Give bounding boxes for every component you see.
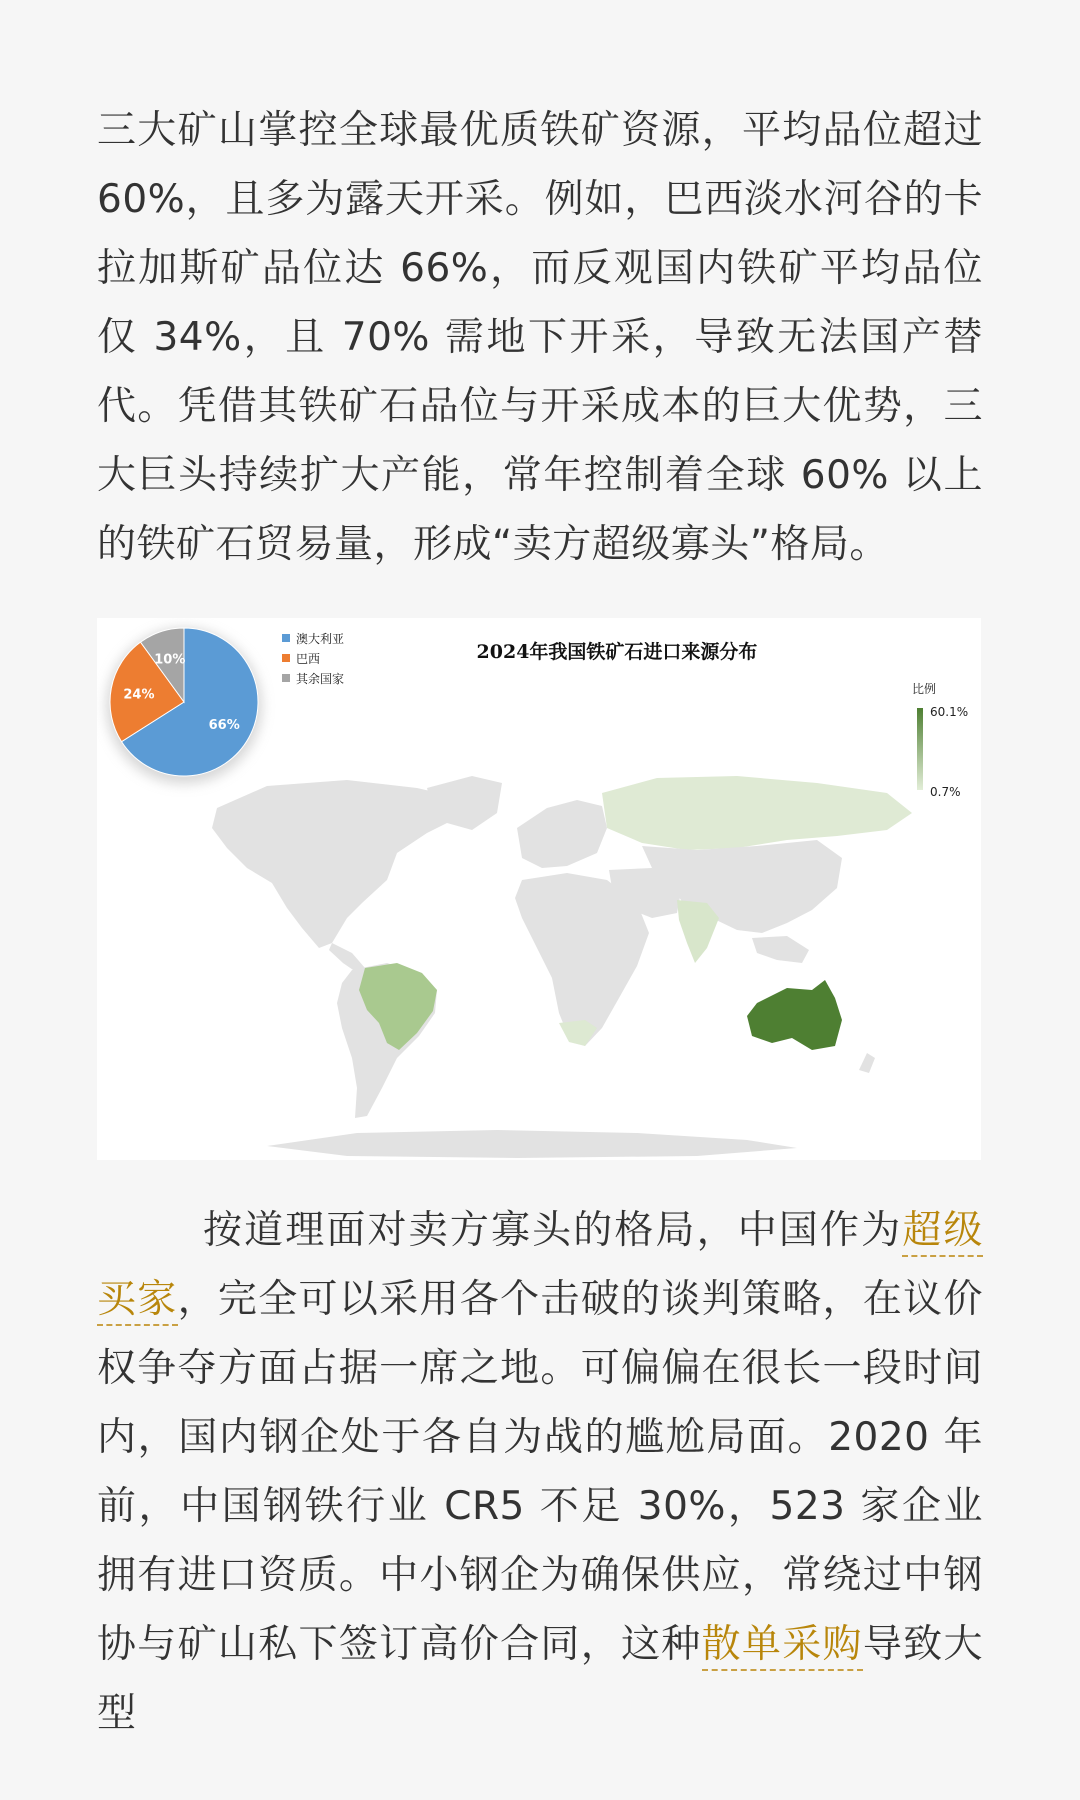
paragraph-2-text-a: 按道理面对卖方寡头的格局，中国作为: [203, 1208, 903, 1253]
keyword-link-scattered-purchasing[interactable]: 散单采购: [702, 1622, 863, 1671]
map-legend-scale-bar: [917, 708, 923, 790]
map-legend-title: 比例: [912, 682, 937, 696]
map-legend: [912, 681, 968, 799]
figure-svg: [97, 618, 981, 1160]
keyword-link-super-buyer[interactable]: 超级买家: [97, 1208, 983, 1326]
map-russia: [602, 776, 912, 850]
map-legend-min: 0.7%: [930, 785, 961, 799]
map-new-zealand: [859, 1053, 875, 1073]
legend-label-1: 巴西: [296, 652, 321, 666]
map-australia: [747, 980, 842, 1050]
map-antarctica: [267, 1130, 797, 1158]
pie-legend: [282, 631, 344, 686]
legend-swatch-2: [282, 674, 290, 682]
pie-slice-label-2: 10%: [154, 652, 186, 668]
legend-swatch-1: [282, 654, 290, 662]
paragraph-2-text-c: 导致大型: [97, 1622, 983, 1736]
chart-title: 2024年我国铁矿石进口来源分布: [476, 641, 758, 663]
map-southeast-asia: [752, 936, 809, 963]
legend-swatch-0: [282, 634, 290, 642]
paragraph-2-text-b: ，完全可以采用各个击破的谈判策略，在议价权争夺方面占据一席之地。可偏偏在很长一段时间内，国内钢企处于各自为战的尴尬局面。2020 年前，中国钢铁行业 CR5 不足 30%，523 家企业拥有进口资质。中小钢企为确保供应，常绕过中钢协与矿山私下签订高价合同，这种: [97, 1277, 983, 1667]
map-asia: [642, 840, 842, 933]
pie-slice-label-1: 24%: [123, 687, 155, 703]
pie-slice-label-0: 66%: [208, 718, 240, 734]
map-north-america: [212, 780, 457, 948]
legend-label-2: 其余国家: [296, 672, 345, 686]
map-europe: [517, 800, 607, 868]
legend-label-0: 澳大利亚: [296, 632, 345, 646]
import-source-figure: [97, 618, 981, 1160]
paragraph-1: 三大矿山掌控全球最优质铁矿资源，平均品位超过60%，且多为露天开采。例如，巴西淡水河谷的卡拉加斯矿品位达 66%，而反观国内铁矿平均品位仅 34%，且 70% 需地下开采，导致无法国产替代。凭借其铁矿石品位与开采成本的巨大优势，三大巨头持续扩大产能，常年控制着全球 60% 以上的铁矿石贸易量，形成“卖方超级寡头”格局。: [97, 108, 983, 567]
map-legend-max: 60.1%: [930, 705, 969, 719]
world-map: [212, 776, 912, 1158]
paragraph-2: [97, 1196, 983, 1748]
